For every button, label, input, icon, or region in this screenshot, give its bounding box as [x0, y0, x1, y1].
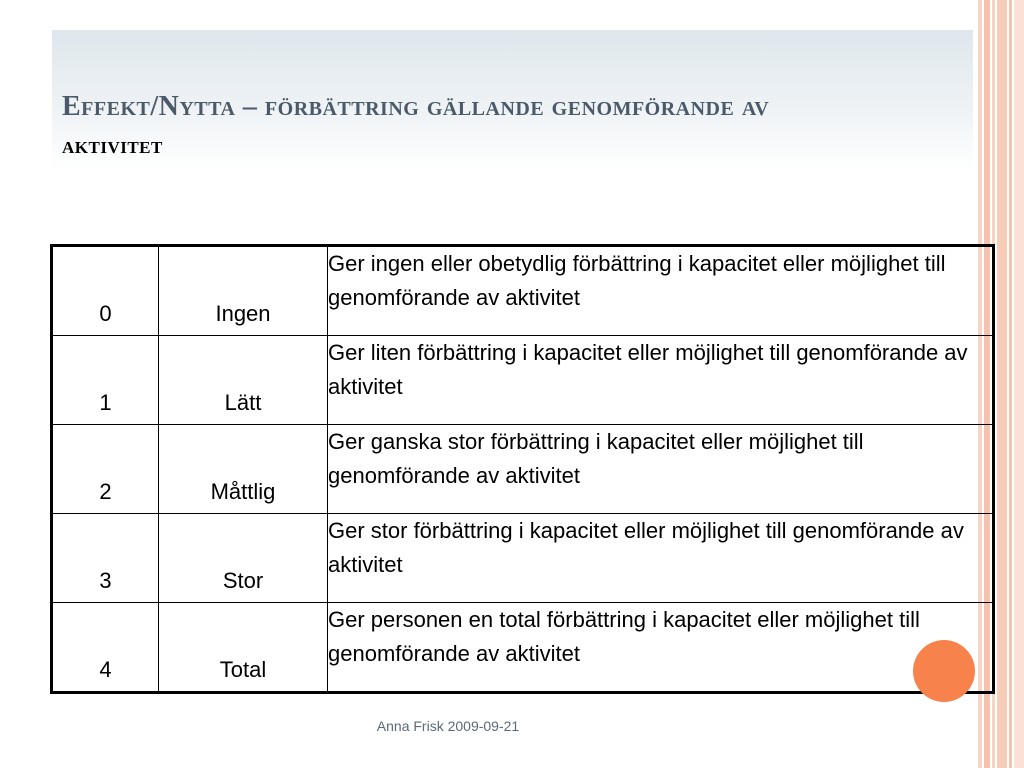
value-cell: 3: [52, 514, 159, 603]
level-cell: Total: [159, 603, 328, 693]
decor-circle: [913, 640, 975, 702]
description-cell: Ger ingen eller obetydlig förbättring i kapacitet eller möjlighet till genomförande av aktivitet: [328, 246, 994, 336]
slide-title-line2: aktivitet: [62, 133, 163, 159]
value-cell: 1: [52, 336, 159, 425]
description-cell: Ger ganska stor förbättring i kapacitet eller möjlighet till genomförande av aktivitet: [328, 425, 994, 514]
description-cell: Ger personen en total förbättring i kapacitet eller möjlighet till genomförande av aktivitet: [328, 603, 994, 693]
decor-stripe: [997, 0, 1007, 768]
decor-stripe: [1009, 0, 1012, 768]
value-cell: 4: [52, 603, 159, 693]
slide-title: [62, 88, 942, 165]
level-cell: Lätt: [159, 336, 328, 425]
level-cell: Ingen: [159, 246, 328, 336]
table-row: [52, 425, 994, 514]
value-cell: 2: [52, 425, 159, 514]
slide-footer: Anna Frisk 2009-09-21: [376, 718, 520, 734]
decor-stripe: [1014, 0, 1024, 768]
level-cell: Stor: [159, 514, 328, 603]
description-cell: Ger stor förbättring i kapacitet eller möjlighet till genomförande av aktivitet: [328, 514, 994, 603]
description-cell: Ger liten förbättring i kapacitet eller möjlighet till genomförande av aktivitet: [328, 336, 994, 425]
slide-title-line1: Effekt/Nytta – förbättring gällande genomförande av: [62, 91, 770, 122]
value-cell: 0: [52, 246, 159, 336]
level-cell: Måttlig: [159, 425, 328, 514]
table-row: [52, 246, 994, 336]
table-row: [52, 603, 994, 693]
table-row: [52, 514, 994, 603]
scale-table: [50, 244, 995, 694]
table-row: [52, 336, 994, 425]
